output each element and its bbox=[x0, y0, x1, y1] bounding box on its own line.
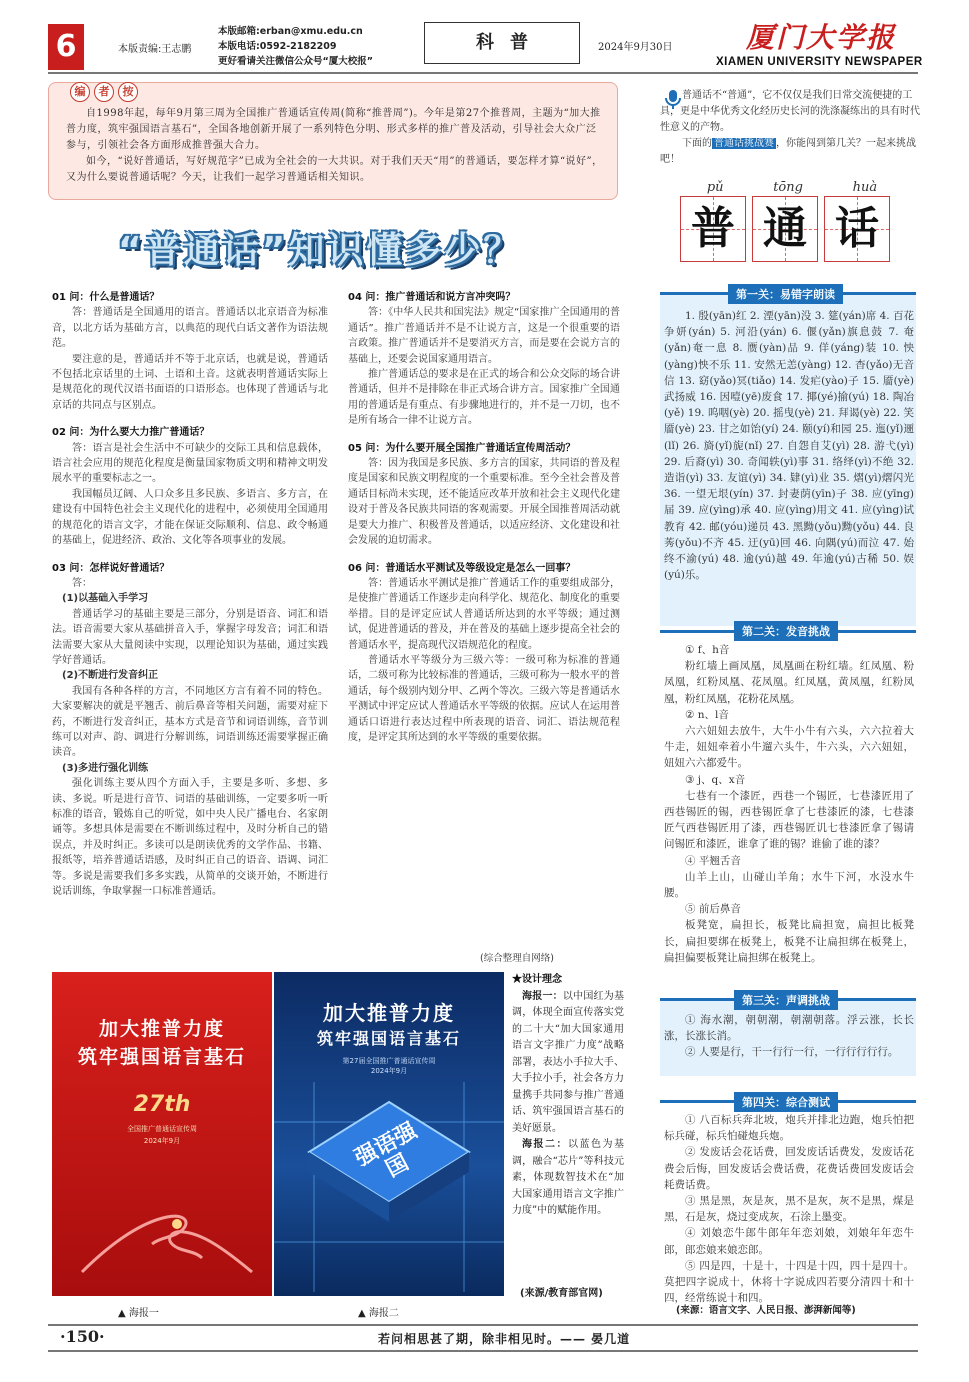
stage-item-text: ② 人要是行，干一行行一行，一行行行行行。 bbox=[685, 1046, 899, 1059]
stage-item-text: 六六妞妞去放牛，大牛小牛有六头，六六拉着大牛走，妞妞牵着小牛遛六头牛，牛六头，六六妞妞，妞妞六六都爱牛。 bbox=[664, 725, 914, 770]
poster-date: 2024年9月 bbox=[370, 1067, 408, 1075]
stage-item-head: ④ 平翘舌音 bbox=[685, 854, 741, 867]
newspaper-logo: 厦门大学报 bbox=[746, 21, 897, 54]
answer-para: 推广普通话总的要求是在正式的场合和公众交际的场合讲普通话，但并不是排除在非正式场合讲方言。国家推广全国通用的普通话是有重点、有步骤地进行的，并不是一刀切，也不是所有场合一律不让说方言。 bbox=[348, 369, 620, 427]
stage-item-head: ⑤ 前后鼻音 bbox=[685, 903, 741, 916]
answer-para: 强化训练主要从四个方面入手，主要是多听、多想、多读、多说。听是进行音节、词语的基础训练，一定要多听一听标准的语音，锻炼自己的听觉，如中央人民广播电台、名家朗诵等。多想具体是需要在不断训练过程中，及时分析自己的错误点，并及时纠正。多读可以是朗读优秀的文学作品、书籍、报纸等，培养普通话语感，及时纠正自己的语音、语调、词汇等。多说是需要我们多多实践，从简单的交谈开始，不断进行说话训练，争取掌握一口标准普通话。 bbox=[52, 778, 328, 898]
stage-item-text: ① 八百标兵奔北坡，炮兵并排北边跑，炮兵怕把标兵碰，标兵怕碰炮兵炮。 bbox=[664, 1114, 914, 1143]
editor-credit: 本版责编:王志鹏 bbox=[118, 44, 192, 55]
design-label: 海报二： bbox=[522, 1139, 568, 1150]
stage-item-head: ① f、h音 bbox=[685, 644, 730, 656]
poster-chip-text: 强语强国 bbox=[351, 1118, 422, 1183]
email-line: 本版邮箱:erban@xmu.edu.cn bbox=[218, 26, 363, 37]
header-divider bbox=[48, 72, 918, 74]
label-char: 者 bbox=[94, 82, 114, 102]
poster-title-line2: 筑牢强国语言基石 bbox=[77, 1046, 246, 1068]
right-credit: (来源：语言文字、人民日报、澎湃新闻等) bbox=[676, 1305, 856, 1316]
pinyin-row bbox=[682, 180, 902, 195]
poster-title-line1: 加大推普力度 bbox=[323, 1001, 455, 1025]
stage-one-text bbox=[664, 308, 914, 583]
intro-text: 下面的 bbox=[682, 138, 712, 149]
contact-info bbox=[218, 24, 373, 69]
intro-para: 普通话不“普通”，它不仅仅是我们日常交流便捷的工具，更是中华优秀文化经历史长河的洗涤凝练出的具有时代性意义的产物。 bbox=[660, 90, 920, 133]
stage-four-text bbox=[664, 1112, 914, 1306]
stage-item-text: 七巷有一个漆匠，西巷一个锡匠，七巷漆匠用了西巷锡匠的锡，西巷锡匠拿了七巷漆匠的漆，七巷漆匠气西巷锡匠用了漆，西巷锡匠讥七巷漆匠拿了锡请问锡匠和漆匠，谁拿了谁的锡？谁偷了谁的漆？ bbox=[664, 789, 914, 851]
design-credit: (来源/教育部官网) bbox=[520, 1288, 603, 1299]
design-title: ★设计理念 bbox=[512, 974, 562, 985]
source-credit: (综合整理自网络) bbox=[480, 953, 554, 964]
hands-illustration bbox=[72, 1162, 262, 1282]
chip-illustration bbox=[274, 1082, 504, 1292]
stage-item-text: ④ 刘娘恋牛郎牛郎年年恋刘娘，刘娘年年恋牛郎，郎恋娘来娘恋郎。 bbox=[664, 1227, 914, 1256]
grid-cell bbox=[680, 196, 746, 262]
poster-one-caption: ▲ 海报一 bbox=[118, 1308, 159, 1319]
design-text: 以蓝色为基调，融合“芯片”等科技元素，体现数智技术在“加大国家通用语言文字推广力度”中的赋能作用。 bbox=[512, 1139, 624, 1216]
issue-date: 2024年9月30日 bbox=[598, 42, 673, 53]
pinyin: huà bbox=[852, 180, 878, 195]
challenge-intro bbox=[660, 88, 920, 168]
answer-subhead: (2)不断进行发音纠正 bbox=[62, 670, 159, 682]
poster-title-line2: 筑牢强国语言基石 bbox=[316, 1029, 461, 1048]
stage-three-text bbox=[664, 1012, 914, 1061]
question: 04 问：推广普通话和说方言冲突吗？ bbox=[348, 292, 516, 303]
article-title: “普通话”知识懂多少？ bbox=[118, 230, 523, 271]
stage-two-text bbox=[664, 642, 914, 966]
poster-one bbox=[52, 972, 272, 1296]
answer-para: 答：因为我国是多民族、多方言的国家，共同语的普及程度是国家和民族文明程度的一个重要标准。至今全社会普及普通话目标尚未实现，还不能适应改革开放和社会主义现代化建设对于普及各民族共同语的客观需要。开展全国推普周活动就是要大力推广、积极普及普通话，以适应经济、文化建设和社会发展的迫切需求。 bbox=[348, 458, 620, 547]
answer-para: 普通话水平等级分为三级六等：一级可称为标准的普通话，二级可称为比较标准的普通话，三级可称为一般水平的普通话，每个级别内划分甲、乙两个等次。三级六等是普通话水平测试中评定应试人普通话水平等级的依据。应试人在运用普通话口语进行表达过程中所表现的语音、词汇、语法规范程度，是评定其所达到的水平等级的重要依据。 bbox=[348, 654, 620, 743]
answer-para: 答：普通话水平测试是推广普通话工作的重要组成部分，是使推广普通话工作逐步走向科学化、规范化、制度化的重要举措。目的是评定应试人普通话所达到的水平等级；通过测试，促进普通话的普及，并在普及的基础上逐步提高全社会的普通话水平，提高现代汉语规范化的程度。 bbox=[348, 577, 620, 651]
stage-item-head: ② n、l音 bbox=[685, 708, 729, 721]
footer-quote: 若问相思甚了期，除非相见时。—— 晏几道 bbox=[378, 1332, 631, 1346]
answer-para: 我国幅员辽阔、人口众多且多民族、多语言、多方言，在建设有中国特色社会主义现代化的进程中，必须使用全国通用的规范化的语言文字，才能在保证交际顺利、信息、政令畅通的基础上，促进经济、政治、文化等各项事业的发展。 bbox=[52, 488, 328, 547]
stage-two-title: 第二关：发音挑战 bbox=[734, 621, 838, 641]
editor-note-p2: 如今，“说好普通话，写好规范字”已成为全社会的一大共识。对于我们天天“用”的普通话，要怎样才算“说好”，又为什么要说普通话呢？今天，让我们一起学习普通话相关知识。 bbox=[66, 156, 603, 183]
stage-item-text: ② 发废话会花话费，回发废话话费发，发废话花费会后悔，回发废话会费话费，花费话费回发废话会耗费话费。 bbox=[664, 1146, 914, 1191]
label-char: 编 bbox=[70, 82, 90, 102]
answer-para: 我国有各种各样的方言，不同地区方言有着不同的特色。大家要解决的就是平翘舌、前后鼻音等相关问题，需要对症下药，不断进行发音纠正，基本方式是音节和词语训练，音节训练可以对声、韵、调进行分解训练，词语训练还需要掌握正确读音。 bbox=[52, 685, 328, 759]
stage-three-title: 第三关：声调挑战 bbox=[734, 990, 838, 1010]
answer-para: 答：普通话是全国通用的语言。普通话以北京语音为标准音，以北方话为基础方言，以典范的现代白话文著作为语法规范。 bbox=[52, 307, 328, 350]
challenge-highlight: 普通话挑战赛 bbox=[714, 138, 774, 149]
question: 02 问：为什么要大力推广普通话？ bbox=[52, 427, 210, 439]
poster-date: 2024年9月 bbox=[143, 1137, 181, 1145]
grid-cell bbox=[752, 196, 818, 262]
editor-note-label bbox=[70, 82, 138, 102]
grid-cell bbox=[824, 196, 890, 262]
label-char: 按 bbox=[118, 82, 138, 102]
poster-subtitle: 全国推广普通话宣传周 bbox=[127, 1125, 197, 1133]
qa-column-2 bbox=[348, 290, 620, 745]
section-title: 科普 bbox=[424, 22, 580, 64]
pinyin: tōng bbox=[773, 180, 803, 195]
answer-para: 答： bbox=[72, 577, 92, 589]
grid-char: 普 bbox=[691, 203, 735, 254]
stage-one-words: 1. 殷(yān)红 2. 湮(yān)没 3. 筵(yán)席 4. 百花争妍(yán) 5. 河沿(yán) 6. 偃(yǎn)旗息鼓 7. 奄(yǎn)奄一息 8. 赝(yàn)品 9. 佯(yáng)装 10. 怏(yàng)怏不乐 11. 安然无恙(yàng) 12. 杳(yǎo)无音信 13. 窈(yǎo)冥(tiǎo) 14. 发疟(yào)子 15. 靥(yè)武扬威 16. 因噎(yē)废食 17. 揶(yé)揄(yú) 18. 陶冶(yě) 19. 呜咽(yè) 20. 摇曳(yè) 21. 拜谒(yè) 22. 笑靥(yè) 23. 甘之如饴(yí) 24. 颐(yí)和园 25. 迤(yǐ)逦(lǐ) 26. 旖(yǐ)旎(nǐ) 27. 自怨自艾(yì) 28. 游弋(yì) 29. 后裔(yì) 30. 奇闻轶(yì)事 31. 络绎(yì)不绝 32. 造诣(yì) 33. 友谊(yì) 34. 肄(yì)业 35. 熠(yì)熠闪光 36. 一望无垠(yín) 37. 封妻荫(yīn)子 38. 应(yīng)届 39. 应(yìng)承 40. 应(yìng)用文 41. 应(yìng)试教育 42. 邮(yóu)递员 43. 黑黝(yǒu)黝(yǒu) 44. 良莠(yǒu)不齐 45. 迂(yū)回 46. 向隅(yú)而泣 47. 始终不渝(yú) 48. 逾(yú)越 49. 年逾(yú)古稀 50. 娱(yú)乐。 bbox=[664, 310, 914, 582]
poster-number: 27th bbox=[133, 1092, 191, 1117]
newspaper-logo-en: XIAMEN UNIVERSITY NEWSPAPER bbox=[716, 56, 923, 68]
character-grid bbox=[680, 196, 890, 262]
question: 01 问：什么是普通话？ bbox=[52, 292, 160, 303]
answer-para: 答：语言是社会生活中不可缺少的交际工具和信息载体，语言社会应用的规范化程度是衡量国家物质文明和精神文明发展水平的重要标志之一。 bbox=[52, 442, 328, 485]
answer-subhead: (1)以基础入手学习 bbox=[62, 593, 149, 605]
phone-line: 本版电话:0592-2182209 bbox=[218, 41, 337, 52]
answer-subhead: (3)多进行强化训练 bbox=[62, 762, 149, 774]
stage-item-head: ③ j、q、x音 bbox=[685, 773, 746, 786]
editor-note-text bbox=[66, 106, 606, 186]
poster-subtitle: 第27届全国推广普通话宣传周 bbox=[342, 1057, 436, 1065]
editor-note-p1: 自1998年起，每年9月第三周为全国推广普通话宣传周(简称“推普周”)。今年是第27个推普周，主题为“加大推普力度，筑牢强国语言基石”，全国各地创新开展了一系列特色分明、形式多样的推广普及活动，引导社会大众广泛参与，引领社会各方面形成推普强大合力。 bbox=[66, 108, 601, 151]
question: 06 问：普通话水平测试及等级设定是怎么一回事？ bbox=[348, 562, 576, 574]
answer-para: 普通话学习的基础主要是三部分，分别是语音、词汇和语法。语音需要大家从基础拼音入手，掌握字母发音；词汇和语法需要大家从大量阅读中实现，以理论知识为基础，通过实践学好普通话。 bbox=[52, 608, 328, 666]
stage-item-text: ① 海水潮，朝朝潮，朝潮朝落。浮云涨，长长涨，长涨长消。 bbox=[664, 1014, 914, 1043]
stage-four-title: 第四关：综合测试 bbox=[734, 1092, 838, 1112]
page-number: 6 bbox=[48, 24, 84, 70]
grid-char: 通 bbox=[763, 203, 807, 254]
design-concept bbox=[512, 972, 624, 1220]
qa-column-1 bbox=[52, 290, 328, 899]
poster-two-caption: ▲ 海报二 bbox=[358, 1308, 399, 1319]
footer-page-number: ·150· bbox=[60, 1327, 105, 1346]
answer-para: 要注意的是，普通话并不等于北京话，也就是说，普通话不包括北京话里的土词、土语和土音。这就表明普通话实际上是规范化的现代汉语书面语的口语形态。也体现了普通话与北京话的共同点与区别点。 bbox=[52, 353, 328, 411]
question: 05 问：为什么要开展全国推广普通话宣传周活动？ bbox=[348, 442, 576, 454]
design-label: 海报一： bbox=[522, 990, 563, 1002]
pinyin: pǔ bbox=[706, 180, 724, 195]
stage-item-text: ⑤ 四是四，十是十，十四是十四，四十是四十。莫把四字说成十，休将十字说成四若要分清四十和十四，经常练说十和四。 bbox=[664, 1259, 914, 1305]
stage-item-text: 板凳宽，扁担长，板凳比扁担宽，扁担比板凳长，扁担要绑在板凳上，板凳不让扁担绑在板凳上，扁担偏要板凳让扁担绑在板凳上。 bbox=[664, 919, 914, 964]
stage-item-text: ③ 黑是黑，灰是灰，黑不是灰，灰不是黑，煤是黑，石是灰，烧过变成灰，石涂上墨变。 bbox=[664, 1195, 914, 1224]
poster-two bbox=[274, 972, 504, 1296]
grid-char: 话 bbox=[835, 203, 879, 254]
intro-text: ，你能闯到第几关？一起来挑战吧！ bbox=[660, 138, 916, 165]
question: 03 问：怎样说好普通话？ bbox=[52, 562, 170, 574]
stage-item-text: 粉红墙上画凤凰，凤凰画在粉红墙。红凤凰、粉凤凰，红粉凤凰、花凤凰。红凤凰，黄凤凰，红粉凤凰，粉红凤凰，花粉花凤凰。 bbox=[664, 660, 914, 705]
poster-title-line1: 加大推普力度 bbox=[98, 1018, 225, 1040]
design-text: 以中国红为基调，体现全面宣传落实党的二十大“加大国家通用语言文字推广力度”战略部署，表达小手拉大手、大手拉小手，社会各方力量携手共同参与推广普通话、筑牢强国语言基石的美好愿景。 bbox=[512, 990, 625, 1134]
stage-one-title: 第一关：易错字朗读 bbox=[728, 284, 843, 304]
answer-para: 答：《中华人民共和国宪法》规定“国家推广全国通用的普通话”。推广普通话并不是不让说方言，这是一个很重要的语言政策。推广普通话并不是要消灭方言，而是要在会说方言的基础上，还要会说国家通用语言。 bbox=[348, 307, 620, 365]
wechat-line: 更好看请关注微信公众号“厦大校报” bbox=[218, 56, 373, 67]
stage-item-text: 山羊上山，山碰山羊角；水牛下河，水没水牛腰。 bbox=[664, 870, 914, 900]
